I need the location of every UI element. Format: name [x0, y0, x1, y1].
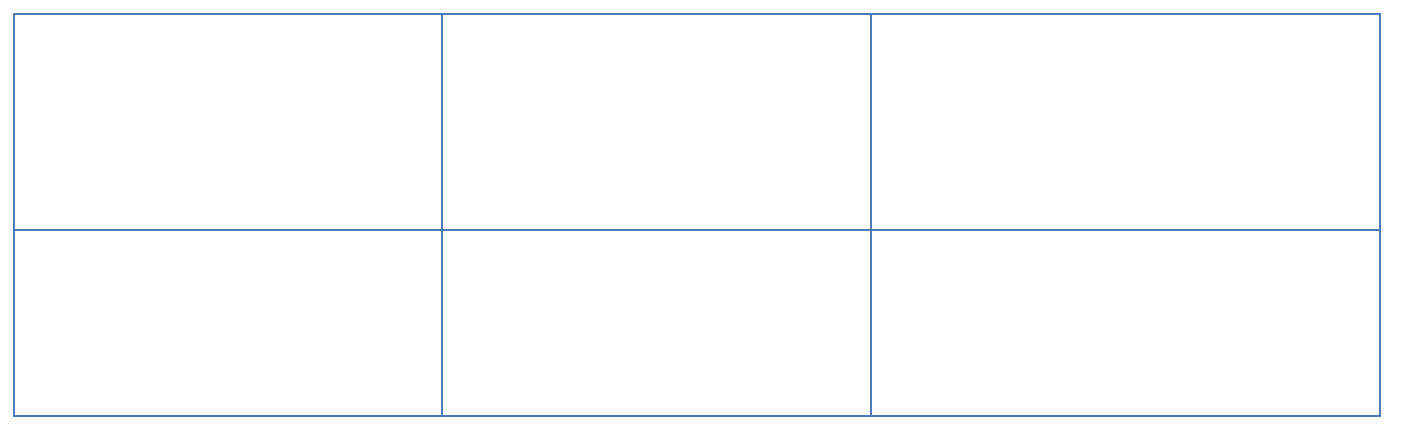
table-row [14, 230, 1380, 416]
table-cell [871, 230, 1380, 416]
empty-grid-table [13, 13, 1381, 417]
table-cell [442, 14, 871, 230]
table-cell [871, 14, 1380, 230]
table-row [14, 14, 1380, 230]
table-cell [14, 14, 442, 230]
table-cell [14, 230, 442, 416]
table-cell [442, 230, 871, 416]
